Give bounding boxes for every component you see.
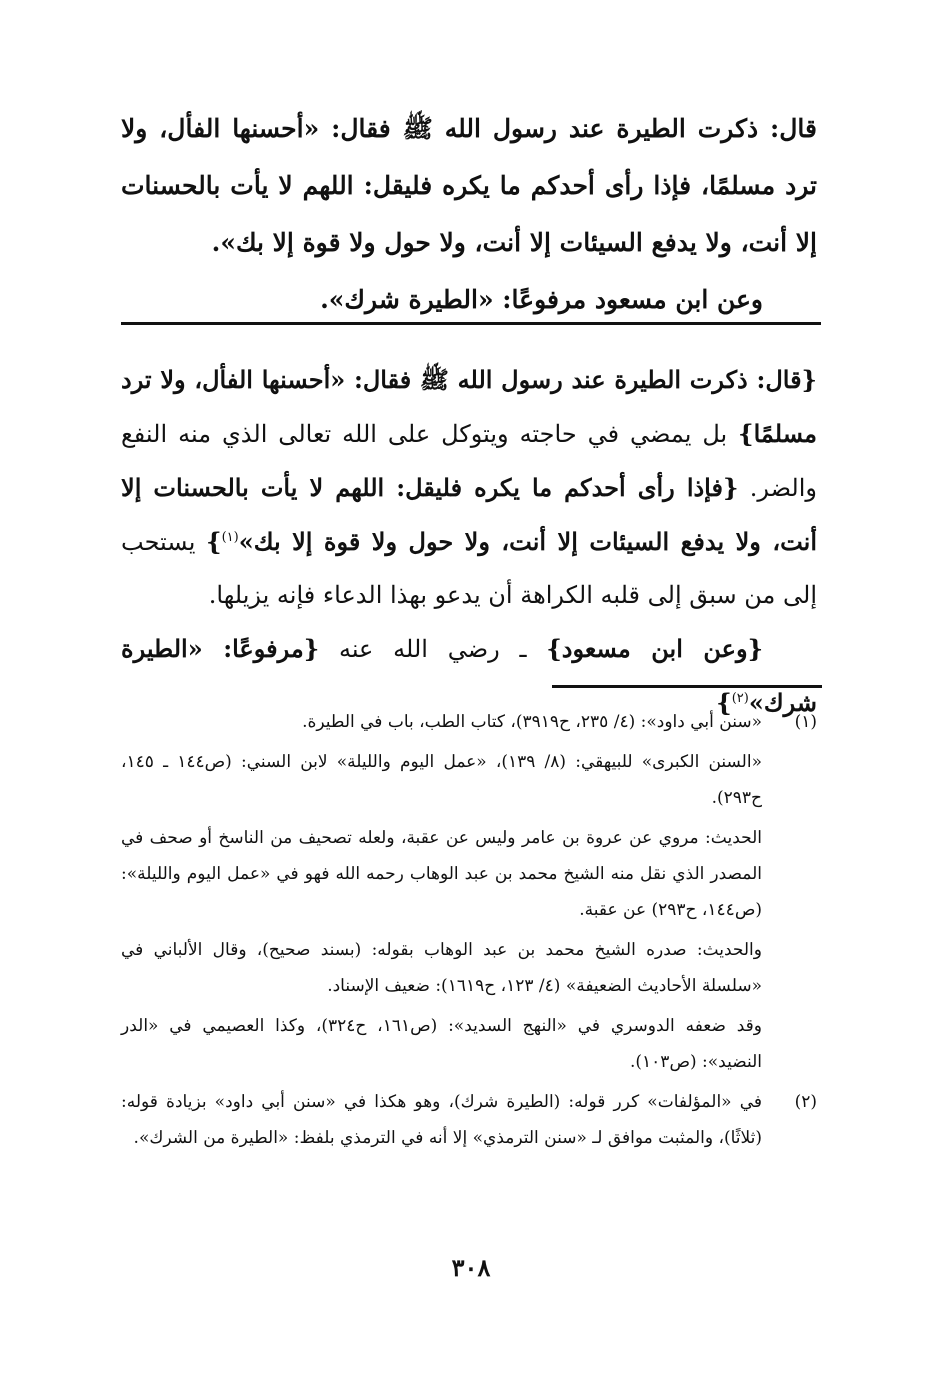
page-number: ٣٠٨ <box>451 1253 491 1282</box>
footnote-ref-2[interactable]: (٢) <box>731 691 749 706</box>
footnote-paragraph: وقد ضعفه الدوسري في «النهج السديد»: (ص١٦١، ح٣٢٤)، وكذا العصيمي في «الدر النضيد»: (ص١٠٣). <box>121 1016 763 1072</box>
footnote-number: (٢) <box>794 1092 817 1112</box>
footnote-paragraph: الحديث: مروي عن عروة بن عامر وليس عن عقبة، ولعله تصحيف من الناسخ أو صحف في المصدر الذي نقل منه الشيخ محمد بن عبد الوهاب رحمه الله فهو في «عمل اليوم والليلة»: (ص١٤٤، ح٢٩٣) عن عقبة. <box>121 828 762 920</box>
commentary-text-1b: بل يمضي في حاجته ويتوكل على الله تعالى الذي منه النفع والضر. <box>121 420 817 502</box>
commentary-quote-1d: } <box>206 527 222 556</box>
footnote-divider <box>552 685 822 688</box>
commentary-quote-1c: {فإذا رأى أحدكم ما يكره فليقل: اللهم لا يأت بالحسنات إلا أنت، ولا يدفع السيئات إلا أنت، ولا حول ولا قوة إلا بك» <box>121 473 817 556</box>
section-divider <box>121 322 821 325</box>
commentary-text-2b: ـ رضي الله عنه <box>319 635 547 663</box>
commentary-quote-2d: } <box>716 688 732 717</box>
commentary-text-1e: يستحب إلى من سبق إلى قلبه الكراهة أن يدعو بهذا الدعاء فإنه يزيلها. <box>121 528 817 609</box>
footnote-paragraph: «السنن الكبرى» للبيهقي: (٨/ ١٣٩)، «عمل اليوم والليلة» لابن السني: (ص١٤٤ ـ ١٤٥، ح٢٩٣). <box>121 752 762 808</box>
footnote-paragraph: والحديث: صدره الشيخ محمد بن عبد الوهاب بقوله: (بسند صحيح)، وقال الألباني في «سلسلة الأحاديث الضعيفة» (٤/ ١٢٣، ح١٦١٩): ضعيف الإسناد. <box>121 940 762 996</box>
commentary-paragraph-1 <box>121 353 817 622</box>
hadith-text-block <box>121 100 817 328</box>
footnote-paragraph: في «المؤلفات» كرر قوله: (الطيرة شرك)، وهو هكذا في «سنن أبي داود» بزيادة قوله: (ثلاثًا)، والمثبت موافق لـ «سنن الترمذي» إلا أنه في الترمذي بلفظ: «الطيرة من الشرك». <box>121 1092 762 1148</box>
footnotes-block <box>121 704 817 1160</box>
footnote-number: (١) <box>794 712 817 732</box>
commentary-quote-2a: {وعن ابن مسعود} <box>546 634 763 663</box>
commentary-quote-1a: {قال: ذكرت الطيرة عند رسول الله ﷺ فقال: «أحسنها الفأل، ولا ترد مسلمًا} <box>121 365 817 448</box>
footnote-1 <box>121 704 817 1080</box>
commentary-quote-2c: {مرفوعًا: «الطيرة شرك» <box>121 634 817 717</box>
hadith-paragraph-1: قال: ذكرت الطيرة عند رسول الله ﷺ فقال: «أحسنها الفأل، ولا ترد مسلمًا، فإذا رأى أحدكم ما يكره فليقل: اللهم لا يأت بالحسنات إلا أنت، ولا يدفع السيئات إلا أنت، ولا حول ولا قوة إلا بك». <box>121 114 817 257</box>
footnote-2 <box>121 1084 817 1156</box>
footnote-ref-1[interactable]: (١) <box>221 530 239 545</box>
commentary-block <box>121 353 817 730</box>
hadith-paragraph-2: وعن ابن مسعود مرفوعًا: «الطيرة شرك». <box>320 285 763 314</box>
footnote-paragraph: «سنن أبي داود»: (٤/ ٢٣٥، ح٣٩١٩)، كتاب الطب، باب في الطيرة. <box>302 712 762 732</box>
